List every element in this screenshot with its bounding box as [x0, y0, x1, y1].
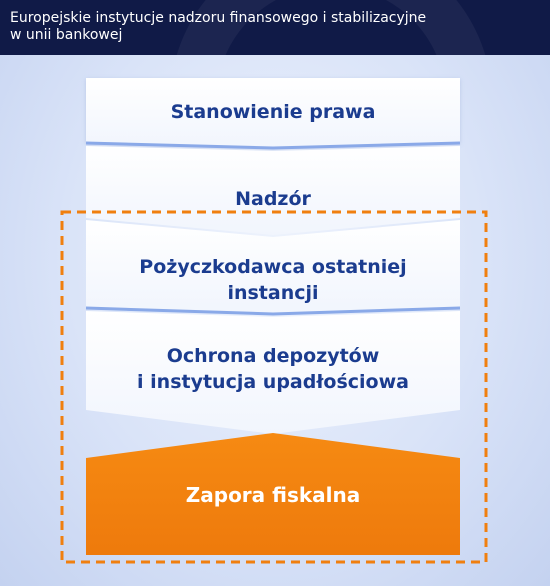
label-deposit-protection: [86, 343, 460, 395]
label-lawmaking-text: Stanowienie prawa: [170, 101, 376, 123]
figure-title-line-2: w unii bankowej: [10, 27, 123, 43]
label-deposit-line-2: i instytucja upadłościowa: [137, 371, 409, 393]
label-fiscal-backstop: [86, 482, 460, 508]
label-fiscal-text: Zapora fiskalna: [185, 483, 361, 507]
label-lender-of-last-resort: [86, 254, 460, 306]
label-lawmaking: [86, 99, 460, 125]
label-deposit-line-1: Ochrona depozytów: [166, 345, 380, 367]
label-supervision: [86, 186, 460, 212]
label-lender-line-2: instancji: [227, 282, 319, 304]
label-lender-line-1: Pożyczkodawca ostatniej: [139, 256, 407, 278]
figure-title-line-1: Europejskie instytucje nadzoru finansowego i stabilizacyjne: [10, 10, 427, 26]
label-supervision-text: Nadzór: [235, 188, 311, 210]
